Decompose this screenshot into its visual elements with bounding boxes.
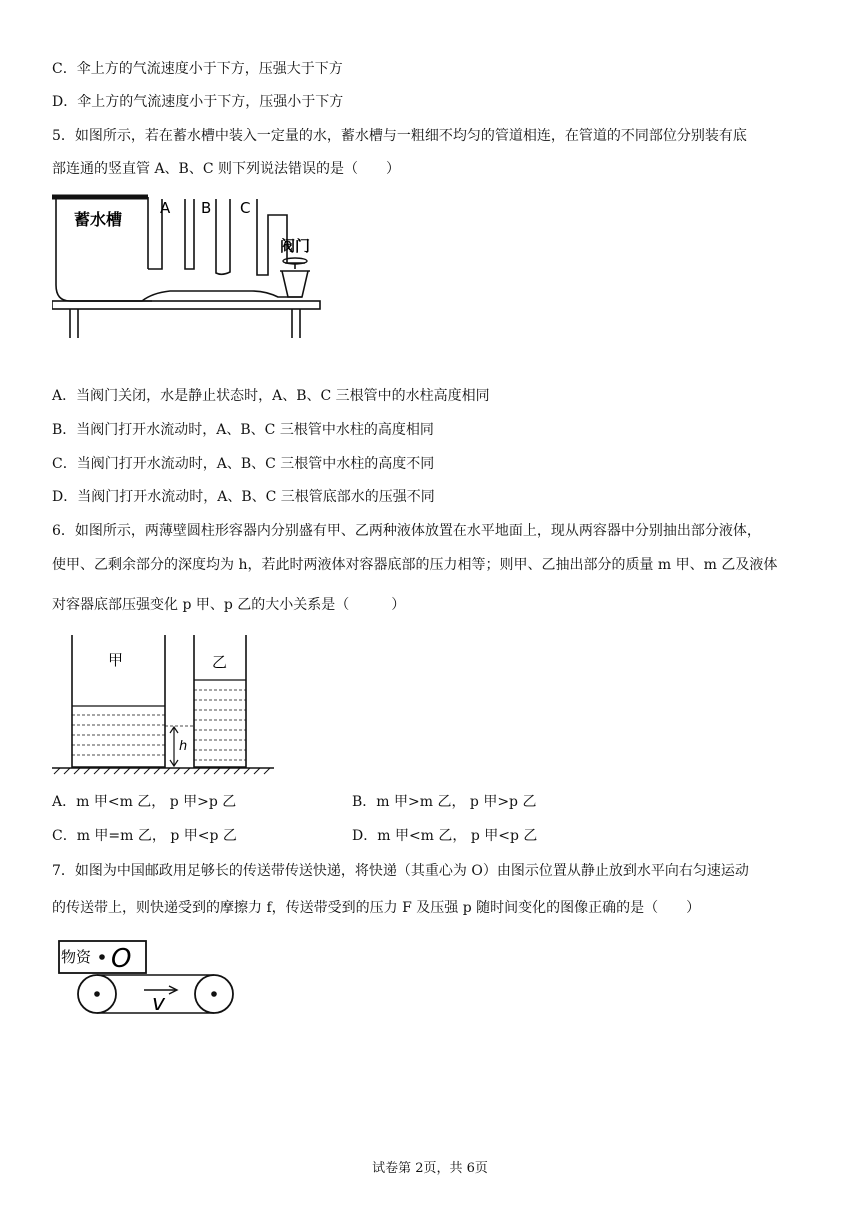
q6-option-d: D．m 甲<m 乙， p 甲<p 乙 xyxy=(352,828,538,844)
container-jia-label: 甲 xyxy=(108,651,124,669)
q5-option-c: C．当阀门打开水流动时，A、B、C 三根管中水柱的高度不同 xyxy=(52,456,435,472)
q4-option-d: D．伞上方的气流速度小于下方，压强小于下方 xyxy=(52,94,344,110)
depth-h-label: h xyxy=(179,739,188,754)
q7-stem-line1: 7．如图为中国邮政用足够长的传送带传送快递，将快递（其重心为 O）由图示位置从静止放到水平向右匀速运动 xyxy=(52,863,749,879)
tube-c-label: C xyxy=(240,199,251,217)
q4-option-c: C．伞上方的气流速度小于下方，压强大于下方 xyxy=(52,61,343,77)
q5-option-d: D．当阀门打开水流动时，A、B、C 三根管底部水的压强不同 xyxy=(52,489,435,505)
center-of-gravity-label: O xyxy=(111,944,132,974)
q5-stem-line2: 部连通的竖直管 A、B、C 则下列说法错误的是（ ） xyxy=(52,161,401,177)
q5-figure-water-tank xyxy=(52,193,327,343)
tank-label: 蓄水槽 xyxy=(74,210,123,229)
q6-stem-line1: 6．如图所示，两薄壁圆柱形容器内分别盛有甲、乙两种液体放置在水平地面上，现从两容器中分别抽出部分液体， xyxy=(52,523,761,539)
q5-option-a: A．当阀门关闭，水是静止状态时，A、B、C 三根管中的水柱高度相同 xyxy=(52,388,490,404)
q6-option-a: A．m 甲<m 乙， p 甲>p 乙 xyxy=(52,794,237,810)
tube-a-label: A xyxy=(160,199,171,217)
q5-option-b: B．当阀门打开水流动时，A、B、C 三根管中水柱的高度相同 xyxy=(52,422,434,438)
q5-stem-line1: 5．如图所示，若在蓄水槽中装入一定量的水，蓄水槽与一粗细不均匀的管道相连，在管道的不同部位分别装有底 xyxy=(52,128,747,144)
q7-figure-conveyor xyxy=(58,937,243,1017)
valve-label: 阀门 xyxy=(280,237,311,255)
box-label: 物资 xyxy=(61,948,92,966)
container-yi-label: 乙 xyxy=(212,653,228,671)
velocity-label: v xyxy=(152,991,166,1016)
q6-option-c: C．m 甲=m 乙， p 甲<p 乙 xyxy=(52,828,237,844)
q6-stem-line2: 使甲、乙剩余部分的深度均为 h，若此时两液体对容器底部的压力相等；则甲、乙抽出部分的质量 m 甲、m 乙及液体 xyxy=(52,557,778,573)
q7-stem-line2: 的传送带上，则快递受到的摩擦力 f，传送带受到的压力 F 及压强 p 随时间变化的图像正确的是（ ） xyxy=(52,900,701,916)
q6-option-b: B．m 甲>m 乙， p 甲>p 乙 xyxy=(352,794,537,810)
tube-b-label: B xyxy=(201,199,212,217)
q6-figure-containers xyxy=(52,635,277,775)
page-footer: 试卷第 2页，共 6页 xyxy=(372,1161,488,1176)
q6-stem-line3: 对容器底部压强变化 p 甲、p 乙的大小关系是（ ） xyxy=(52,597,406,613)
